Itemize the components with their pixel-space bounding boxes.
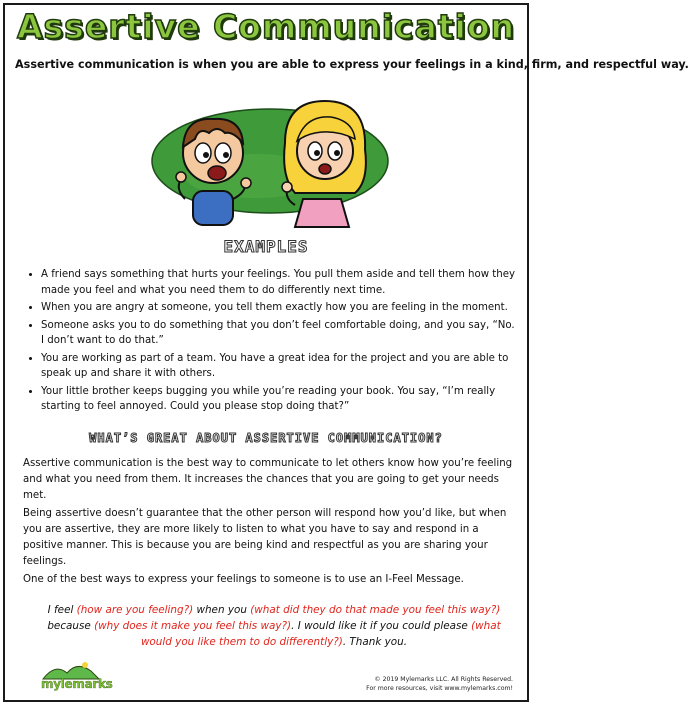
logo-wordmark: mylemarks: [41, 677, 113, 691]
ifeel-prompt: (what did they do that made you feel this way?): [250, 604, 501, 616]
list-item: • Someone asks you to do something that you don’t feel comfortable doing, and you say, “No. I don’t want to do that.”: [41, 318, 517, 349]
resources-note: For more resources, visit www.mylemarks.com!: [366, 684, 513, 692]
page-title: Assertive Communication: [17, 7, 515, 46]
benefits-heading: WHAT’S GREAT ABOUT ASSERTIVE COMMUNICATION?: [89, 431, 443, 445]
page-subtitle: Assertive communication is when you are able to express your feelings in a kind, firm, and respectful way.: [15, 58, 689, 71]
ifeel-text: . I would like it if you could please: [291, 620, 472, 632]
ifeel-text: . Thank you.: [342, 636, 408, 648]
examples-list: [23, 267, 517, 417]
list-item: • A friend says something that hurts your feelings. You pull them aside and tell them how they made you feel and what you need them to do differently next time.: [41, 267, 517, 298]
examples-heading: EXAMPLES: [223, 237, 309, 256]
footer: [366, 676, 513, 693]
ifeel-prompt: (what would you like them to do differently?): [140, 620, 501, 648]
ifeel-text: because: [47, 620, 95, 632]
copyright: © 2019 Mylemarks LLC. All Rights Reserved.: [374, 676, 513, 683]
brand-logo: [41, 659, 113, 693]
paragraph: Assertive communication is the best way to communicate to let others know how you’re feeling and what you need from them. It increases the chances that you are going to get your needs met.: [23, 458, 513, 501]
paragraph: Being assertive doesn’t guarantee that the other person will respond how you’d like, but when you are assertive, they are more likely to listen to what you have to say and respond in a positive manner. This is because you are being kind and respectful as you are sharing your feelings.: [23, 508, 507, 567]
ifeel-prompt: (how are you feeling?): [76, 604, 194, 616]
worksheet: [3, 3, 689, 702]
list-item: • You are working as part of a team. You have a great idea for the project and you are able to speak up and share it with others.: [41, 351, 517, 382]
ifeel-prompt: (why does it make you feel this way?): [94, 620, 292, 632]
ifeel-text: I feel: [47, 604, 77, 616]
list-item: • When you are angry at someone, you tell them exactly how you are feeling in the moment.: [41, 300, 517, 316]
ifeel-text: when you: [193, 604, 251, 616]
kids-illustration: [145, 81, 395, 231]
paragraph: One of the best ways to express your feelings to someone is to use an I-Feel Message.: [23, 574, 464, 585]
list-item: • Your little brother keeps bugging you while you’re reading your book. You say, “I’m really starting to feel annoyed. Could you please stop doing that?”: [41, 384, 517, 415]
i-feel-message: [33, 602, 515, 650]
logo-hills-icon: [41, 659, 101, 679]
